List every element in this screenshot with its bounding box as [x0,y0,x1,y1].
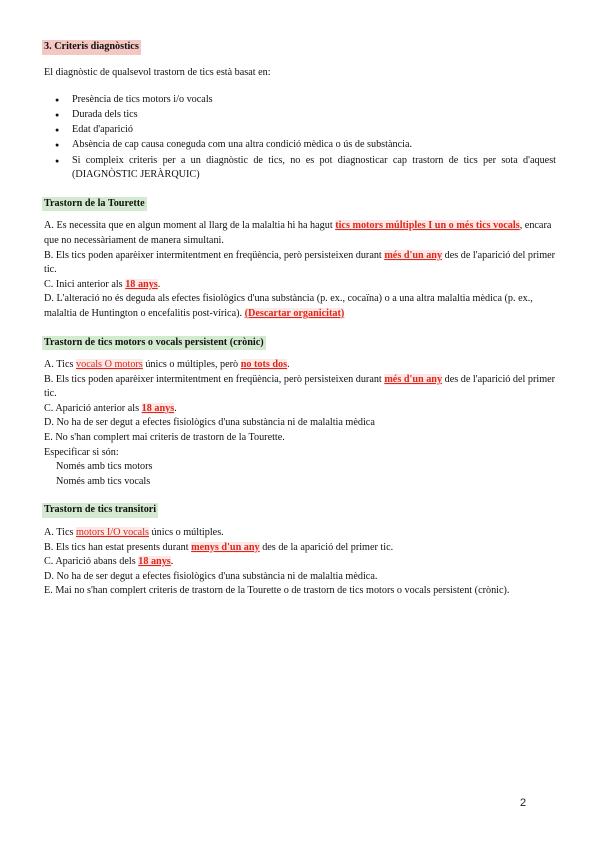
specify-option: Només amb tics motors [56,461,153,473]
list-item: ● Durada dels tics [44,108,556,123]
criterion-d: D. No ha de ser degut a efectes fisiològics d'una substància ni de malaltia mèdica. [44,570,378,582]
document-page [44,40,556,599]
highlight: 18 anys [141,402,175,414]
criterion-c: C. Inici anterior als 18 anys. [44,278,161,290]
criterion-b: B. Els tics poden aparèixer intermitentment en freqüència, però persisteixen durant més d'un any des de l'aparició del primer tic. [44,373,556,400]
criterion-a: A. Tics vocals O motors únics o múltiples, però no tots dos. [44,359,290,371]
specify-option: Només amb tics vocals [56,475,151,487]
highlight: menys d'un any [191,541,260,553]
criterion-c: C. Aparició anterior als 18 anys. [44,402,177,414]
highlight: tics motors múltiples I un o més tics vocals [335,220,520,232]
criterion-d: D. L'alteració no és deguda als efectes fisiològics d'una substància (p. ex., cocaïna) o a una altra malaltia mèdica (p. ex., malaltia de Huntington o encefalitis post-vírica). (Descartar organicitat) [44,293,533,319]
highlight: (Descartar organicitat) [244,307,345,319]
list-item: ● Absència de cap causa coneguda com una altra condició mèdica o ús de substància. [44,138,556,153]
list-item: ● Si compleix criteris per a un diagnòstic de tics, no es pot diagnosticar cap trastorn de tics per sota d'aquest (DIAGNÒSTIC JERÀRQUIC) [44,154,556,183]
highlight: vocals O motors [76,359,143,371]
criterion-e: E. No s'han complert mai criteris de trastorn de la Tourette. [44,432,285,444]
highlight: 18 anys [138,556,171,568]
page-title: 3. Criteris diagnòstics [42,40,141,55]
criterion-c: C. Aparició abans dels 18 anys. [44,556,174,568]
list-item: ● Edat d'aparició [44,123,556,138]
section-title-persistent: Trastorn de tics motors o vocals persistent (crònic) [42,336,266,351]
criteria-list [44,93,556,183]
list-item: ● Presència de tics motors i/o vocals [44,93,556,108]
intro-text: El diagnòstic de qualsevol trastorn de tics està basat en: [44,66,271,78]
highlight: 18 anys [125,278,158,290]
criterion-b: B. Els tics han estat presents durant menys d'un any des de la aparició del primer tic. [44,541,394,553]
criterion-d: D. No ha de ser degut a efectes fisiològics d'una substància ni de malaltia mèdica [44,417,375,429]
specify-label: Especificar si són: [44,446,119,458]
section-tourette [44,197,556,322]
highlight: motors I/O vocals [76,527,149,539]
highlight: no tots dos [240,359,288,371]
criterion-e: E. Mai no s'han complert criteris de trastorn de la Tourette o de trastorn de tics motors o vocals persistent (crònic). [44,585,510,597]
section-persistent [44,336,556,490]
section-heading [44,40,556,55]
section-title-tourette: Trastorn de la Tourette [42,197,147,212]
page-number: 2 [520,797,527,809]
criterion-a: A. Es necessita que en algun moment al llarg de la malaltia hi ha hagut tics motors múltiples I un o més tics vocals, encara que no necessàriament de manera simultani. [44,220,552,246]
section-transitori [44,503,556,599]
section-title-transitori: Trastorn de tics transitori [42,503,158,518]
highlight: més d'un any [384,373,443,385]
criterion-a: A. Tics motors I/O vocals únics o múltiples. [44,527,224,539]
highlight: més d'un any [384,249,443,261]
criterion-b: B. Els tics poden aparèixer intermitentment en freqüència, però persisteixen durant més d'un any des de l'aparició del primer tic. [44,249,556,276]
